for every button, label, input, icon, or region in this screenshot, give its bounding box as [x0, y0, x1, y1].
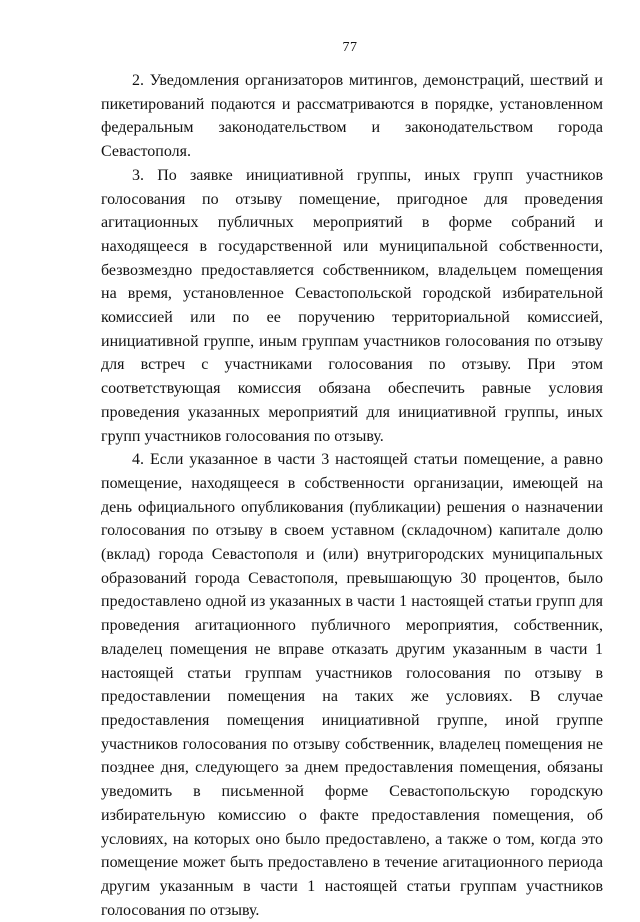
document-body — [101, 69, 603, 922]
paragraph-3: 3. По заявке инициативной группы, иных групп участников голосования по отзыву помещение, пригодное для проведения агитационных публичных мероприятий в форме собраний и находящееся в государственной или муниципальной собственности, безвозмездно предоставляется собственником, владельцем помещения на время, установленное Севастопольской городской избирательной комиссией или по ее поручению территориальной комиссией, инициативной группе, иным группам участников голосования по отзыву для встреч с участниками голосования по отзыву. При этом соответствующая комиссия обязана обеспечить равные условия проведения указанных мероприятий для инициативной группы, иных групп участников голосования по отзыву. — [101, 166, 603, 445]
paragraph-4: 4. Если указанное в части 3 настоящей статьи помещение, а равно помещение, находящееся в собственности организации, имеющей на день официального опубликования (публикации) решения о назначении голосования по отзыву в своем уставном (складочном) капитале долю (вклад) города Севастополя и (или) внутригородских муниципальных образований города Севастополя, превышающую 30 процентов, было предоставлено одной из указанных в части 1 настоящей статьи групп для проведения агитационного публичного мероприятия, собственник, владелец помещения не вправе отказать другим указанным в части 1 настоящей статьи группам участников голосования по отзыву в предоставлении помещения на таких же условиях. В случае предоставления помещения инициативной группе, иной группе участников голосования по отзыву собственник, владелец помещения не позднее дня, следующего за днем предоставления помещения, обязаны уведомить в письменной форме Севастопольскую городскую избирательную комиссию о факте предоставления помещения, об условиях, на которых оно было предоставлено, а также о том, когда это помещение может быть предоставлено в течение агитационного периода другим указанным в части 1 настоящей статьи группам участников голосования по отзыву. — [101, 451, 603, 919]
page-number: 77 — [342, 40, 358, 55]
paragraph-2: 2. Уведомления организаторов митингов, демонстраций, шествий и пикетирований подаются и рассматриваются в порядке, установленном федеральным законодательством и законодательством города Севастополя. — [101, 72, 603, 161]
